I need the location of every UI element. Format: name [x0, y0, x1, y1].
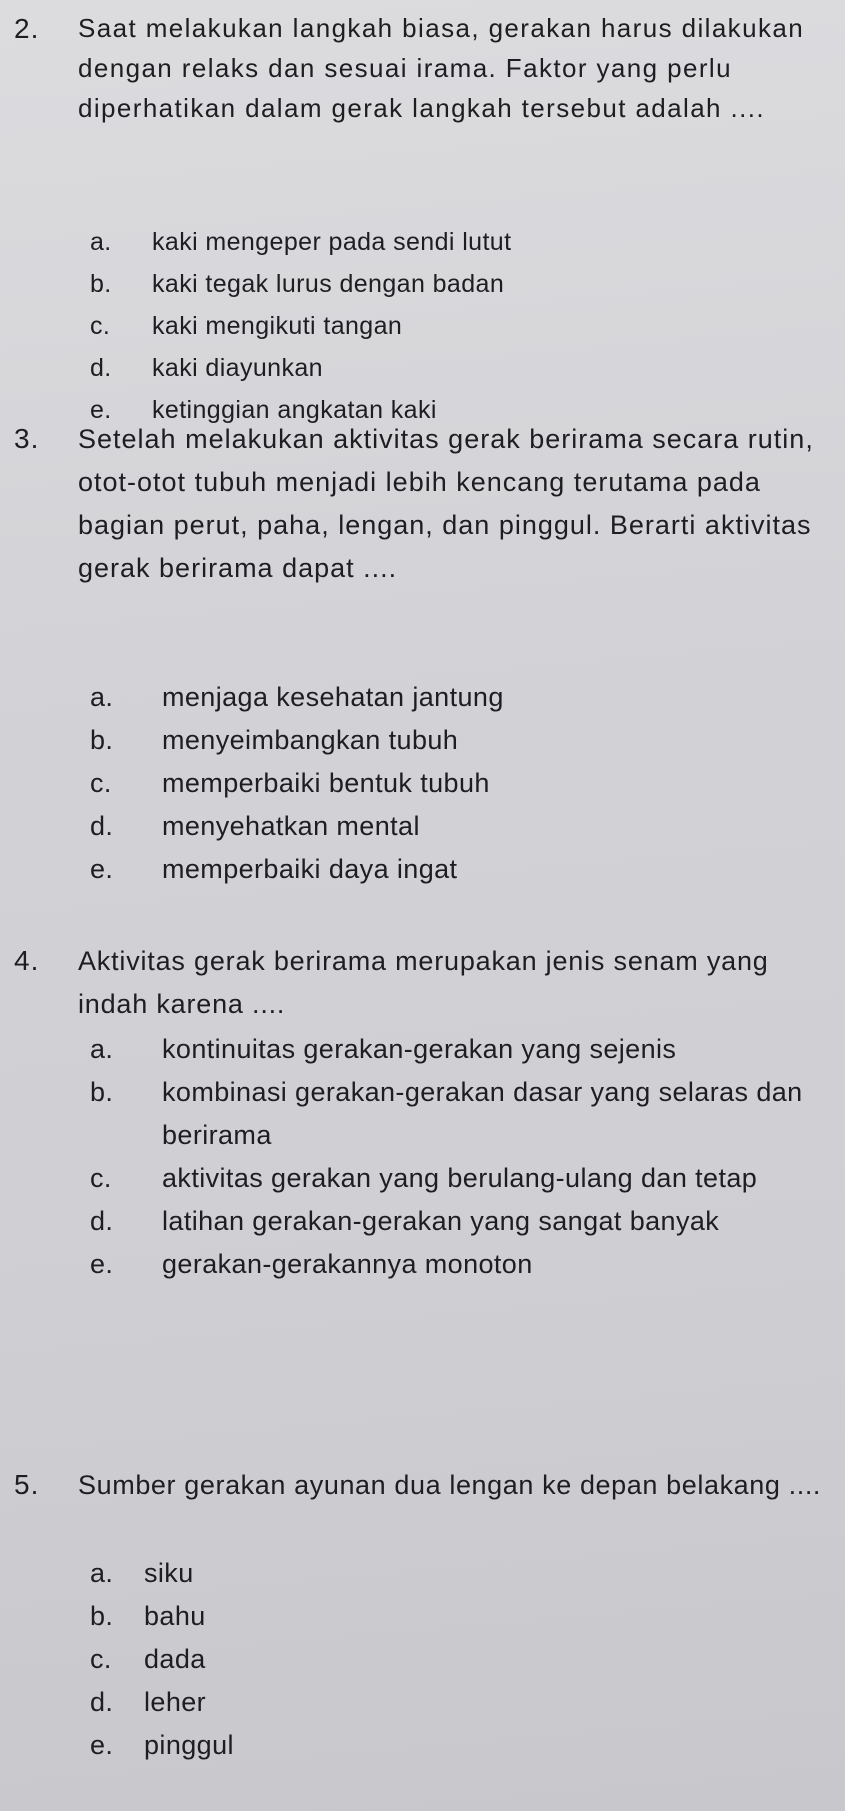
option-letter: c. [90, 1644, 112, 1674]
answer-options [90, 221, 830, 431]
answer-option-a[interactable] [90, 1028, 830, 1071]
option-letter: a. [90, 1558, 114, 1588]
option-letter: a. [90, 228, 112, 256]
option-text: memperbaiki bentuk tubuh [162, 768, 490, 798]
option-letter: a. [90, 682, 114, 712]
answer-option-e[interactable] [90, 1724, 830, 1767]
option-letter: c. [90, 1163, 112, 1193]
answer-option-d[interactable] [90, 1681, 830, 1724]
answer-option-e[interactable] [90, 848, 830, 891]
option-text: kaki mengikuti tangan [152, 312, 403, 340]
option-letter: e. [90, 1730, 114, 1760]
answer-option-c[interactable] [90, 1157, 830, 1200]
option-letter: c. [90, 768, 112, 798]
option-text: siku [144, 1558, 194, 1588]
question-number: 2. [14, 13, 40, 44]
option-text: leher [144, 1687, 207, 1717]
option-letter: e. [90, 854, 114, 884]
option-text: gerakan-gerakannya monoton [162, 1249, 533, 1279]
answer-option-b[interactable] [90, 719, 830, 762]
option-letter: d. [90, 811, 114, 841]
option-letter: d. [90, 354, 112, 382]
answer-option-a[interactable] [90, 1552, 830, 1595]
option-letter: b. [90, 725, 114, 755]
question-text: Saat melakukan langkah biasa, gerakan harus dilakukan dengan relaks dan sesuai irama. Faktor yang perlu diperhatikan dalam gerak langkah tersebut adalah .... [78, 13, 805, 123]
option-text: memperbaiki daya ingat [162, 854, 458, 884]
answer-option-b[interactable] [90, 1071, 830, 1157]
question-text: Setelah melakukan aktivitas gerak berirama secara rutin, otot-otot tubuh menjadi lebih kencang terutama pada bagian perut, paha, lengan, dan pinggul. Berarti aktivitas gerak berirama dapat .... [78, 424, 814, 583]
answer-option-e[interactable] [90, 1243, 830, 1286]
answer-option-d[interactable] [90, 1200, 830, 1243]
answer-option-c[interactable] [90, 305, 830, 347]
option-text: pinggul [144, 1730, 234, 1760]
answer-option-c[interactable] [90, 762, 830, 805]
option-text: kaki diayunkan [152, 354, 323, 382]
option-text: aktivitas gerakan yang berulang-ulang dan tetap [162, 1163, 758, 1193]
option-text: menyehatkan mental [162, 811, 420, 841]
answer-options [90, 1552, 830, 1767]
question-number: 4. [14, 945, 40, 976]
option-letter: c. [90, 312, 111, 340]
question-number: 5. [14, 1469, 40, 1500]
answer-option-d[interactable] [90, 805, 830, 848]
answer-option-c[interactable] [90, 1638, 830, 1681]
option-text: kombinasi gerakan-gerakan dasar yang selaras dan berirama [162, 1077, 803, 1150]
answer-option-b[interactable] [90, 263, 830, 305]
answer-option-a[interactable] [90, 221, 830, 263]
question-text: Sumber gerakan ayunan dua lengan ke depan belakang .... [78, 1470, 822, 1500]
option-text: kaki mengeper pada sendi lutut [152, 228, 512, 256]
option-letter: d. [90, 1206, 114, 1236]
option-letter: e. [90, 1249, 114, 1279]
option-text: kontinuitas gerakan-gerakan yang sejenis [162, 1034, 677, 1064]
answer-option-a[interactable] [90, 676, 830, 719]
option-letter: b. [90, 270, 112, 298]
option-text: menjaga kesehatan jantung [162, 682, 504, 712]
question-text: Aktivitas gerak berirama merupakan jenis senam yang indah karena .... [78, 946, 769, 1019]
option-letter: b. [90, 1601, 114, 1631]
option-text: kaki tegak lurus dengan badan [152, 270, 505, 298]
option-text: dada [144, 1644, 206, 1674]
option-letter: e. [90, 396, 112, 424]
option-text: latihan gerakan-gerakan yang sangat banyak [162, 1206, 720, 1236]
answer-options [90, 1028, 830, 1286]
option-letter: b. [90, 1077, 114, 1107]
answer-option-b[interactable] [90, 1595, 830, 1638]
option-text: menyeimbangkan tubuh [162, 725, 459, 755]
option-letter: a. [90, 1034, 114, 1064]
question-number: 3. [14, 423, 40, 454]
option-text: ketinggian angkatan kaki [152, 396, 437, 424]
option-text: bahu [144, 1601, 206, 1631]
answer-option-d[interactable] [90, 347, 830, 389]
answer-options [90, 676, 830, 891]
option-letter: d. [90, 1687, 114, 1717]
